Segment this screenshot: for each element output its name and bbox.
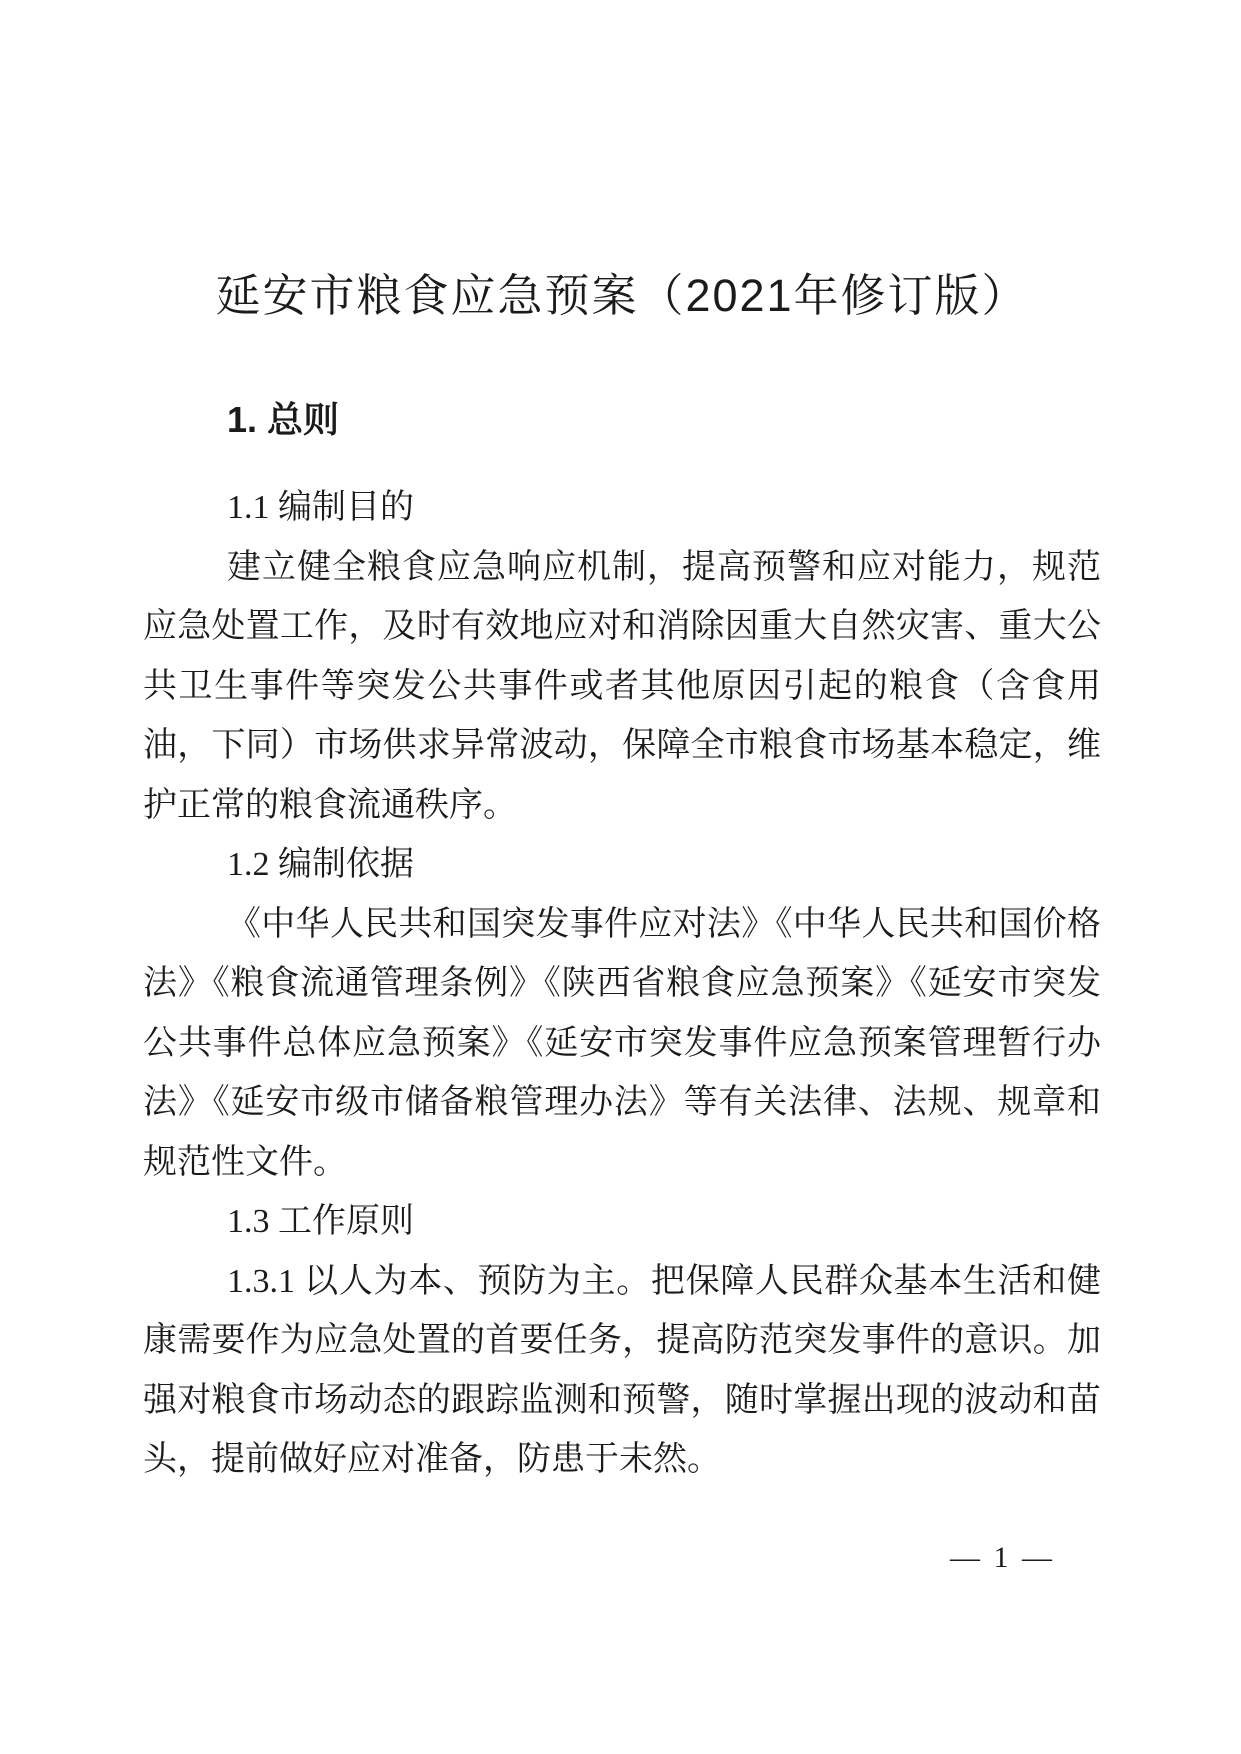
- section-heading-general-rules: 1. 总则: [227, 399, 340, 440]
- paragraph-compilation-purpose: 建立健全粮食应急响应机制，提高预警和应对能力，规范应急处置工作，及时有效地应对和消除因重大自然灾害、重大公共卫生事件等突发公共事件或者其他原因引起的粮食（含食用油，下同）市场供求异常波动，保障全市粮食市场基本稳定，维护正常的粮食流通秩序。: [143, 548, 1101, 824]
- paragraph-compilation-basis: 《中华人民共和国突发事件应对法》《中华人民共和国价格法》《粮食流通管理条例》《陕西省粮食应急预案》《延安市突发公共事件总体应急预案》《延安市突发事件应急预案管理暂行办法》《延安市级市储备粮管理办法》等有关法律、法规、规章和规范性文件。: [143, 905, 1101, 1181]
- page-number: — 1 —: [950, 1541, 1055, 1574]
- paragraph-work-principles: 1.3.1 以人为本、预防为主。把保障人民群众基本生活和健康需要作为应急处置的首要任务，提高防范突发事件的意识。加强对粮食市场动态的跟踪监测和预警，随时掌握出现的波动和苗头，提前做好应对准备，防患于未然。: [143, 1262, 1101, 1478]
- subsection-heading-compilation-purpose: 1.1 编制目的: [227, 489, 414, 526]
- document-title: 延安市粮食应急预案（2021年修订版）: [215, 270, 1029, 321]
- document-content: [143, 266, 1101, 1490]
- subsection-heading-work-principles: 1.3 工作原则: [227, 1203, 414, 1240]
- subsection-heading-compilation-basis: 1.2 编制依据: [227, 846, 414, 883]
